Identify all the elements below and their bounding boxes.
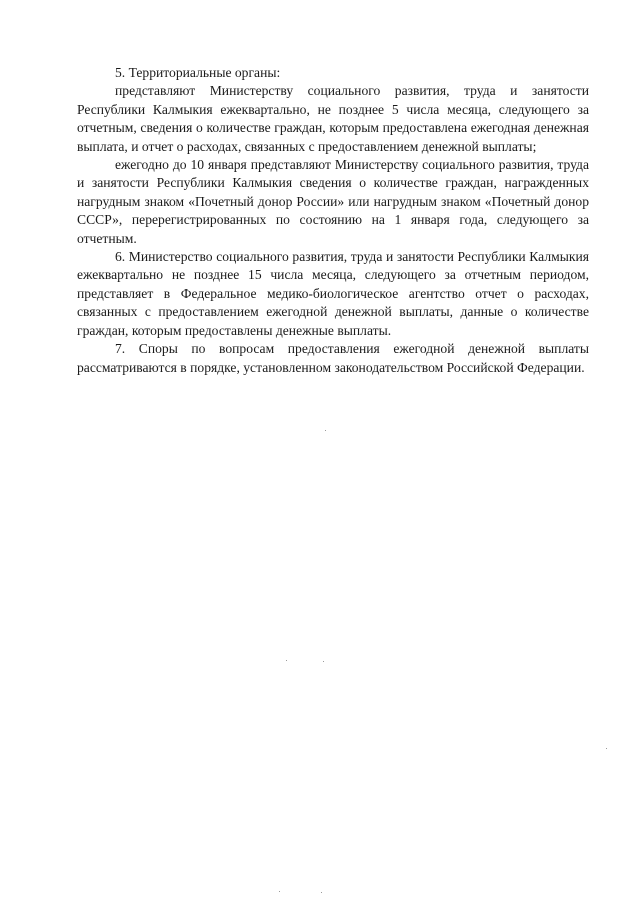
- scan-speck: [286, 660, 287, 661]
- scan-speck: [321, 892, 322, 893]
- scan-speck: [279, 891, 280, 892]
- scan-speck: [323, 661, 324, 662]
- document-body: [77, 64, 589, 377]
- paragraph-6: 6. Министерство социального развития, труда и занятости Республики Калмыкия ежеквартально не позднее 15 числа месяца, следующего за отчетным периодом, представляет в Федеральное медико-биологическое агентство отчет о расходах, связанных с предоставлением ежегодной денежной выплаты, данные о количестве граждан, которым предоставлены денежные выплаты.: [77, 249, 589, 338]
- paragraph-5-item-2: ежегодно до 10 января представляют Министерству социального развития, труда и занятости Республики Калмыкия сведения о количестве граждан, награжденных нагрудным знаком «Почетный донор России» или нагрудным знаком «Почетный донор СССР», перерегистрированных по состоянию на 1 января года, следующего за отчетным.: [77, 157, 589, 246]
- paragraph-7: 7. Споры по вопросам предоставления ежегодной денежной выплаты рассматриваются в порядке, установленном законодательством Российской Федерации.: [77, 341, 589, 375]
- paragraph-5-heading: 5. Территориальные органы:: [115, 65, 281, 80]
- scan-speck: [325, 430, 326, 431]
- paragraph-5-item-1: представляют Министерству социального развития, труда и занятости Республики Калмыкия ежеквартально, не позднее 5 числа месяца, следующего за отчетным, сведения о количестве граждан, которым предоставлена ежегодная денежная выплата, и отчет о расходах, связанных с предоставлением денежной выплаты;: [77, 83, 589, 154]
- scan-speck: [606, 748, 607, 749]
